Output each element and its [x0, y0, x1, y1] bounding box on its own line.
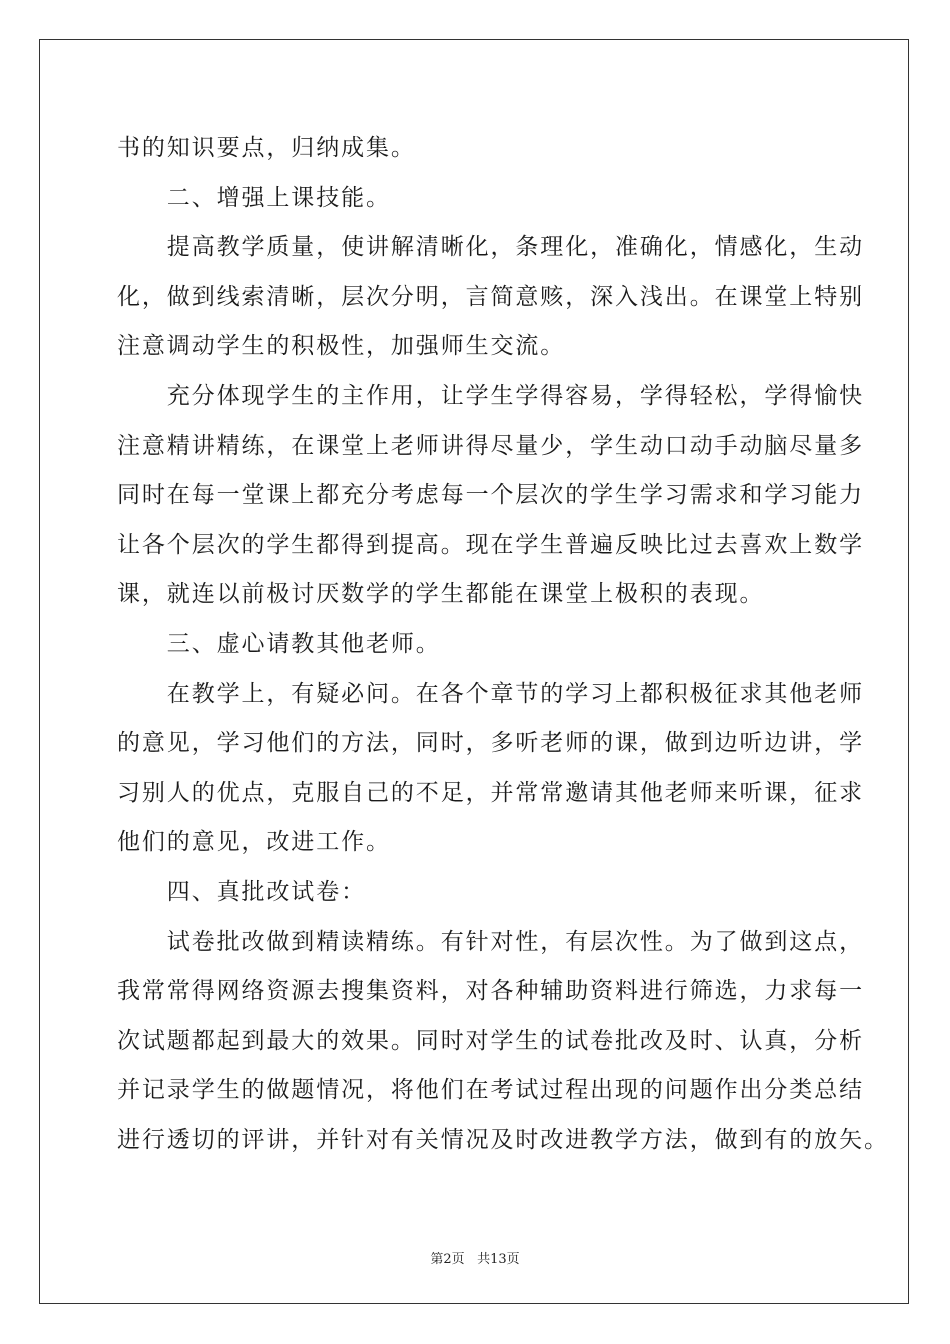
text-line: 课，就连以前极讨厌数学的学生都能在课堂上极积的表现。	[117, 581, 765, 608]
text-line: 化，做到线索清晰，层次分明，言简意赅，深入浅出。在课堂上特别	[117, 283, 864, 310]
heading-line: 二、增强上课技能。	[117, 184, 391, 211]
text-line: 书的知识要点，归纳成集。	[117, 135, 416, 161]
text-line: 注意精讲精练，在课堂上老师讲得尽量少，学生动口动手动脑尽量多	[117, 432, 864, 459]
text-line: 进行透切的评讲，并针对有关情况及时改进教学方法，做到有的放矢。	[117, 1126, 889, 1153]
page-number: 第2页	[430, 1252, 465, 1267]
text-line: 我常常得网络资源去搜集资料，对各种辅助资料进行筛选，力求每一	[117, 978, 864, 1005]
heading-line: 三、虚心请教其他老师。	[117, 630, 441, 657]
text-line: 习别人的优点，克服自己的不足，并常常邀请其他老师来听课，征求	[117, 779, 864, 806]
page-total: 共13页	[477, 1252, 520, 1267]
document-body	[117, 124, 889, 1165]
text-line: 在教学上，有疑必问。在各个章节的学习上都积极征求其他老师	[117, 680, 864, 707]
page-footer	[0, 1248, 950, 1267]
text-line: 让各个层次的学生都得到提高。现在学生普遍反映比过去喜欢上数学	[117, 531, 864, 558]
text-line: 并记录学生的做题情况，将他们在考试过程出现的问题作出分类总结	[117, 1077, 864, 1104]
text-line: 同时在每一堂课上都充分考虑每一个层次的学生学习需求和学习能力	[117, 482, 864, 509]
text-line: 充分体现学生的主作用，让学生学得容易，学得轻松，学得愉快	[117, 382, 864, 409]
text-line: 试卷批改做到精读精练。有针对性，有层次性。为了做到这点，	[117, 928, 864, 955]
text-line: 的意见，学习他们的方法，同时，多听老师的课，做到边听边讲，学	[117, 730, 864, 757]
text-line: 提高教学质量，使讲解清晰化，条理化，准确化，情感化，生动	[117, 234, 864, 261]
heading-line: 四、真批改试卷：	[117, 878, 366, 905]
text-line: 注意调动学生的积极性，加强师生交流。	[117, 333, 566, 360]
text-line: 次试题都起到最大的效果。同时对学生的试卷批改及时、认真，分析	[117, 1027, 864, 1054]
text-line: 他们的意见，改进工作。	[117, 829, 391, 856]
